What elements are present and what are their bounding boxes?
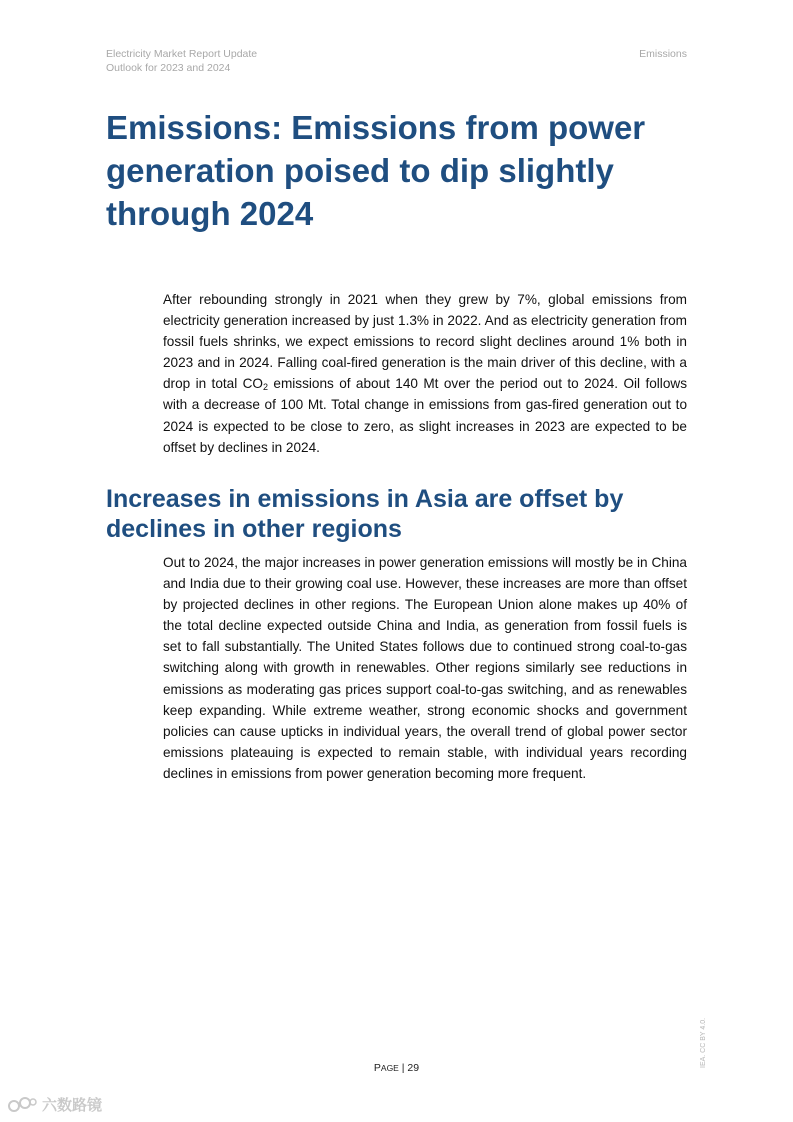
watermark — [8, 1094, 102, 1115]
page-separator: | — [398, 1062, 408, 1074]
intro-paragraph — [163, 289, 687, 458]
page-label-initial: P — [373, 1062, 381, 1074]
page-number-footer — [0, 1062, 793, 1074]
co2-subscript: 2 — [263, 382, 269, 393]
page-title: Emissions: Emissions from power generation poised to dip slightly through 2024 — [106, 109, 646, 232]
watermark-text: 六数路镜 — [42, 1097, 103, 1114]
report-subtitle: Outlook for 2023 and 2024 — [106, 62, 231, 74]
page-label-rest: AGE — [380, 1063, 399, 1073]
body-paragraph: Out to 2024, the major increases in power generation emissions will mostly be in China and India due to their growing coal use. However, these increases are more than offset by projected declines in other regions. The European Union alone makes up 40% of the total decline expected outside China and India, as generation from fossil fuels is set to fall substantially. The United States follows due to continued strong coal-to-gas switching along with growth in renewables. Other regions similarly see reductions in emissions as moderating gas prices support coal-to-gas switching, and as renewables keep expanding. While extreme weather, strong economic shocks and government policies can cause upticks in individual years, the overall trend of global power sector emissions plateauing is expected to remain stable, with individual years recording declines in emissions from power generation becoming more frequent. — [163, 555, 687, 781]
section-heading: Increases in emissions in Asia are offset by declines in other regions — [106, 485, 624, 543]
page-number: 29 — [407, 1062, 420, 1074]
report-header — [106, 47, 257, 75]
license-credit: IEA. CC BY 4.0. — [700, 1017, 707, 1068]
section-label: Emissions — [639, 48, 687, 60]
report-title: Electricity Market Report Update — [106, 48, 258, 60]
intro-text-part2: emissions of about 140 Mt over the period out to 2024. Oil follows with a decrease of 100 Mt. Total change in emissions from gas-fired generation out to 2024 is expected to be close to zero, as slight increases in 2023 are expected to be offset by declines in 2024. — [163, 376, 687, 455]
intro-text-part1: After rebounding strongly in 2021 when they grew by 7%, global emissions from electricity generation increased by just 1.3% in 2022. And as electricity generation from fossil fuels shrinks, we expect emissions to record slight declines around 1% both in 2023 and in 2024. Falling coal-fired generation is the main driver of this decline, with a drop in total CO — [163, 292, 687, 392]
watermark-logo-icon — [8, 1096, 38, 1114]
